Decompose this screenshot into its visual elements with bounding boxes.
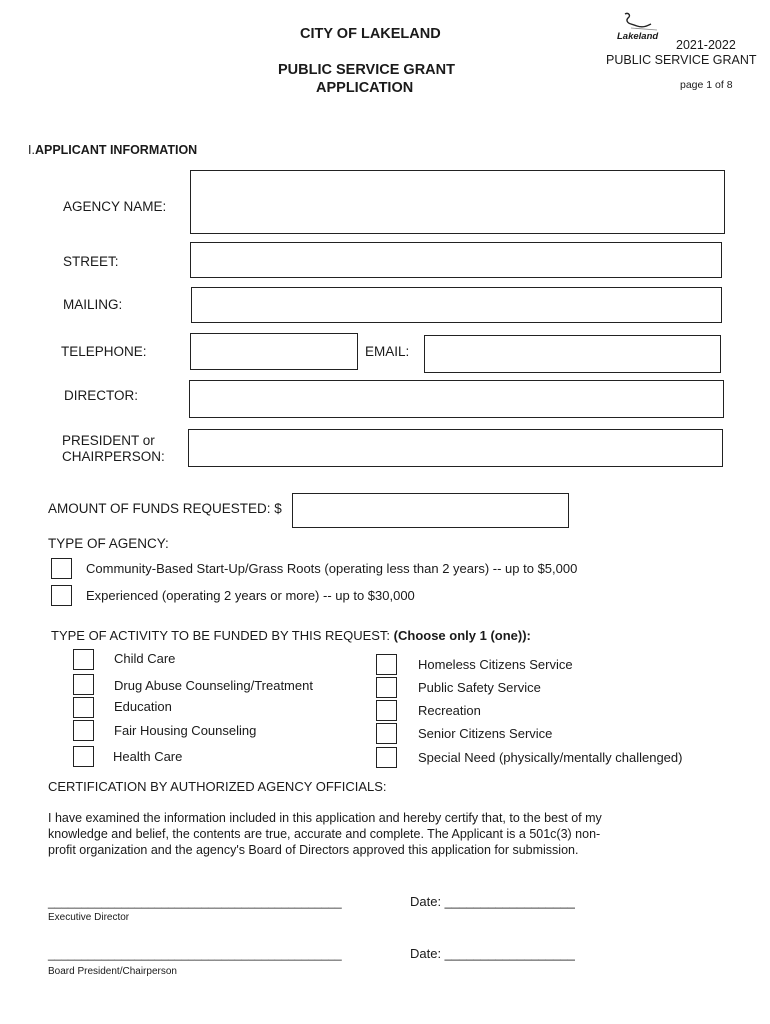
certification-line: profit organization and the agency's Board of Directors approved this application for submission. — [48, 843, 579, 857]
activity-option-label: Special Need (physically/mentally challenged) — [418, 750, 683, 765]
activity-checkbox[interactable] — [73, 697, 94, 718]
email-field[interactable] — [424, 335, 721, 373]
section-number: I. — [28, 143, 35, 157]
agency-type-experienced-checkbox[interactable] — [51, 585, 72, 606]
section-heading — [28, 143, 197, 157]
page-number: page 1 of 8 — [680, 79, 733, 91]
activity-option-label: Child Care — [114, 651, 176, 666]
president-signature-line[interactable]: ____________________________________________ — [48, 947, 342, 961]
telephone-field[interactable] — [190, 333, 358, 370]
mailing-field[interactable] — [191, 287, 722, 323]
president-label — [62, 433, 165, 465]
certification-line: I have examined the information included in this application and hereby certify that, to the best of my — [48, 811, 602, 825]
certification-line: knowledge and belief, the contents are true, accurate and complete. The Applicant is a 501c(3) non- — [48, 827, 601, 841]
form-title-line1: PUBLIC SERVICE GRANT — [278, 62, 455, 78]
city-name: CITY OF LAKELAND — [300, 26, 441, 42]
activity-checkbox[interactable] — [376, 747, 397, 768]
executive-director-label: Executive Director — [48, 912, 130, 923]
activity-checkbox[interactable] — [73, 720, 94, 741]
agency-name-label: AGENCY NAME: — [63, 199, 167, 214]
certification-heading: CERTIFICATION BY AUTHORIZED AGENCY OFFICIALS: — [48, 779, 387, 794]
activity-checkbox[interactable] — [376, 700, 397, 721]
activity-heading-note: (Choose only 1 (one)): — [393, 628, 531, 643]
agency-type-heading: TYPE OF AGENCY: — [48, 536, 169, 551]
activity-option-label: Senior Citizens Service — [418, 726, 553, 741]
activity-option-label: Health Care — [113, 749, 183, 764]
activity-heading — [51, 628, 531, 643]
activity-checkbox[interactable] — [376, 654, 397, 675]
agency-name-field[interactable] — [190, 170, 725, 234]
board-president-label: Board President/Chairperson — [48, 966, 177, 977]
section-title: APPLICANT INFORMATION — [34, 143, 198, 157]
executive-date-field[interactable]: Date: __________________ — [410, 894, 575, 909]
grant-name: PUBLIC SERVICE GRANT — [606, 53, 757, 67]
activity-checkbox[interactable] — [73, 649, 94, 670]
president-date-field[interactable]: Date: __________________ — [410, 946, 575, 961]
telephone-label: TELEPHONE: — [61, 344, 147, 359]
activity-heading-text: TYPE OF ACTIVITY TO BE FUNDED BY THIS REQUEST: — [51, 628, 394, 643]
activity-checkbox[interactable] — [376, 677, 397, 698]
mailing-label: MAILING: — [63, 297, 123, 312]
logo-text: Lakeland — [617, 31, 659, 42]
street-field[interactable] — [190, 242, 722, 278]
agency-type-startup-checkbox[interactable] — [51, 558, 72, 579]
year: 2021-2022 — [676, 38, 736, 52]
activity-option-label: Recreation — [418, 703, 481, 718]
director-label: DIRECTOR: — [64, 388, 139, 403]
form-title-line2: APPLICATION — [316, 80, 414, 96]
executive-signature-line[interactable]: ____________________________________________ — [48, 895, 342, 909]
activity-option-label: Drug Abuse Counseling/Treatment — [114, 678, 313, 693]
activity-checkbox[interactable] — [376, 723, 397, 744]
lakeland-logo — [617, 10, 669, 44]
activity-checkbox[interactable] — [73, 674, 94, 695]
director-field[interactable] — [189, 380, 724, 418]
agency-type-experienced-label: Experienced (operating 2 years or more) -- up to $30,000 — [86, 588, 415, 603]
president-label-line1: PRESIDENT or — [62, 433, 155, 448]
activity-option-label: Education — [114, 699, 172, 714]
email-label: EMAIL: — [365, 344, 410, 359]
amount-field[interactable] — [292, 493, 569, 528]
agency-type-startup-label: Community-Based Start-Up/Grass Roots (operating less than 2 years) -- up to $5,000 — [86, 561, 578, 576]
amount-label: AMOUNT OF FUNDS REQUESTED: $ — [48, 501, 282, 516]
activity-option-label: Fair Housing Counseling — [114, 723, 257, 738]
certification-text — [48, 810, 602, 858]
street-label: STREET: — [63, 254, 119, 269]
president-field[interactable] — [188, 429, 723, 467]
president-label-line2: CHAIRPERSON: — [62, 449, 165, 464]
activity-option-label: Homeless Citizens Service — [418, 657, 573, 672]
activity-checkbox[interactable] — [73, 746, 94, 767]
activity-option-label: Public Safety Service — [418, 680, 541, 695]
